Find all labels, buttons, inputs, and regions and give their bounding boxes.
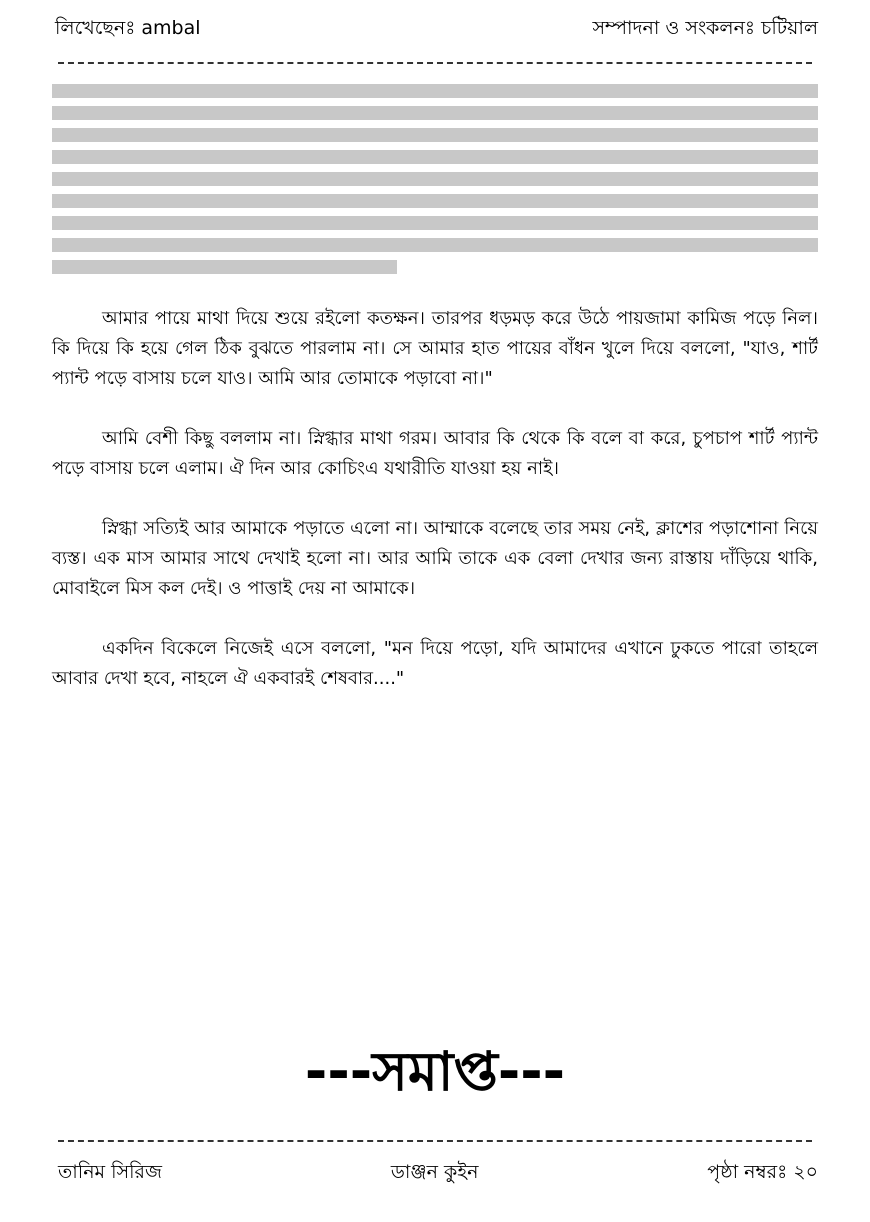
page-footer xyxy=(58,1158,818,1190)
header-divider xyxy=(58,62,812,64)
footer-divider xyxy=(58,1140,812,1142)
end-title: ---সমাপ্ত--- xyxy=(304,1040,566,1103)
paragraph: আমার পায়ে মাথা দিয়ে শুয়ে রইলো কতক্ষন। তারপর ধড়মড় করে উঠে পায়জামা কামিজ পড়ে নিল। কি দিয়ে কি হয়ে গেল ঠিক বুঝতে পারলাম না। সে আমার হাত পায়ের বাঁধন খুলে দিয়ে বললো, "যাও, শার্ট প্যান্ট পড়ে বাসায় চলে যাও। আমি আর তোমাকে পড়াবো না।" xyxy=(52,308,818,389)
paragraph: একদিন বিকেলে নিজেই এসে বললো, "মন দিয়ে পড়ো, যদি আমাদের এখানে ঢুকতে পারো তাহলে আবার দেখা হবে, নাহলে ঐ একবারই শেষবার...." xyxy=(52,638,818,689)
omitted-line xyxy=(52,260,397,274)
editor-label: সম্পাদনা ও সংকলনঃ চটিয়াল xyxy=(592,17,818,39)
page-header xyxy=(55,14,818,46)
story-body xyxy=(52,76,818,724)
paragraph: স্নিগ্ধা সত্যিই আর আমাকে পড়াতে এলো না। আম্মাকে বলেছে তার সময় নেই, ক্লাশের পড়াশোনা নিয়ে ব্যস্ত। এক মাস আমার সাথে দেখাই হলো না। আর আমি তাকে এক বেলা দেখার জন্য রাস্তায় দাঁড়িয়ে থাকি, মোবাইলে মিস কল দেই। ও পাত্তাই দেয় না আমাকে। xyxy=(52,518,818,599)
story-label: ডাঞ্জন কুইন xyxy=(390,1161,479,1183)
page-number: পৃষ্ঠা নম্বরঃ ২০ xyxy=(707,1161,818,1183)
author-label: লিখেছেনঃ ambal xyxy=(55,17,201,39)
omitted-line xyxy=(52,84,818,98)
omitted-line xyxy=(52,194,818,208)
omitted-line xyxy=(52,128,818,142)
series-label: তানিম সিরিজ xyxy=(58,1161,163,1183)
omitted-line xyxy=(52,150,818,164)
omitted-line xyxy=(52,238,818,252)
omitted-line xyxy=(52,216,818,230)
omitted-line xyxy=(52,106,818,120)
paragraph: আমি বেশী কিছু বললাম না। স্নিগ্ধার মাথা গরম। আবার কি থেকে কি বলে বা করে, চুপচাপ শার্ট প্যান্ট পড়ে বাসায় চলে এলাম। ঐ দিন আর কোচিংএ যথারীতি যাওয়া হয় নাই। xyxy=(52,428,818,479)
omitted-line xyxy=(52,172,818,186)
omitted-paragraph xyxy=(52,84,818,274)
